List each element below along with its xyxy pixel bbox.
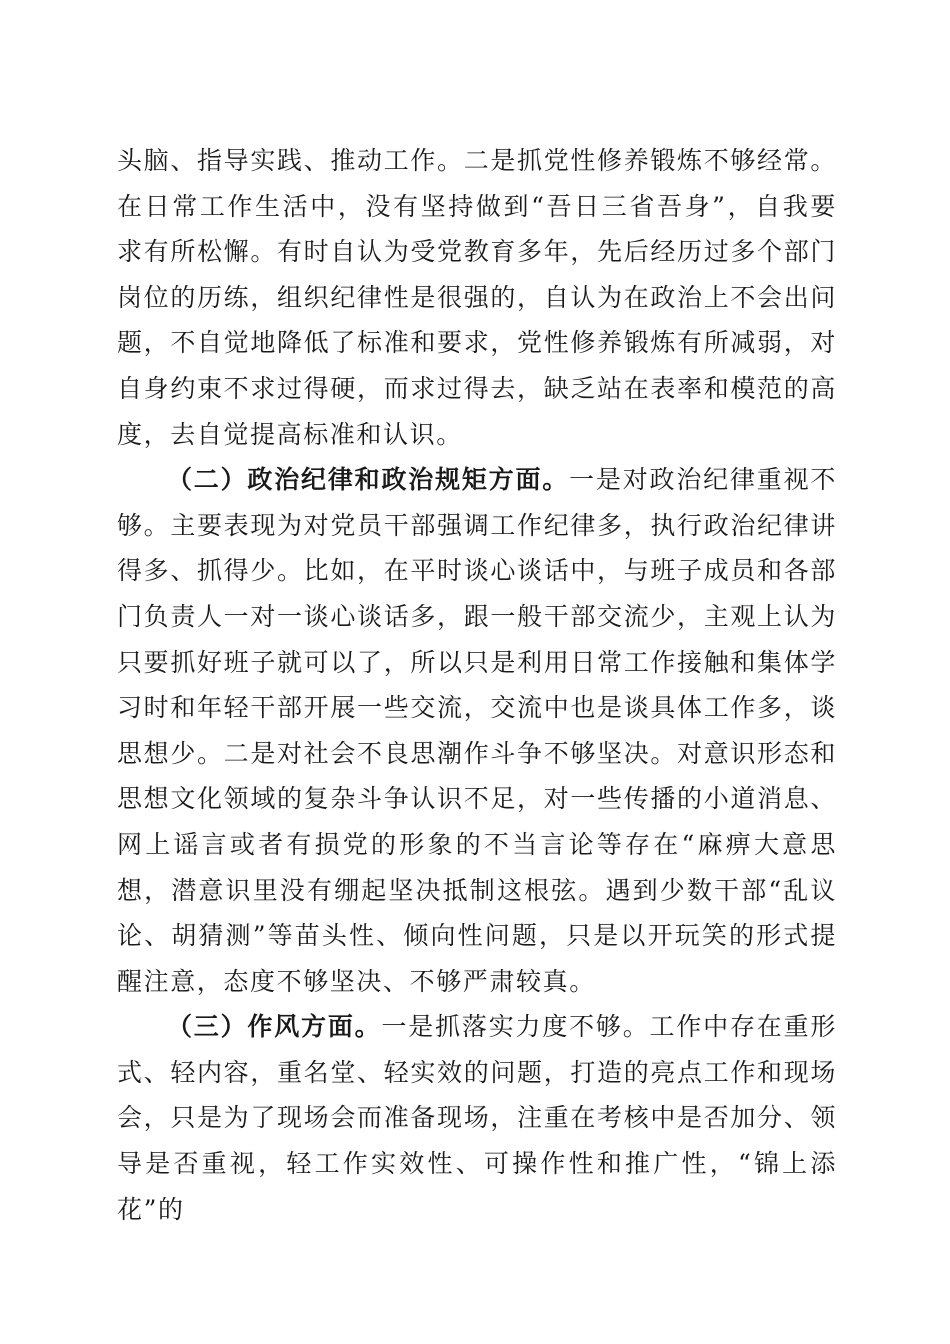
section-heading-2: （二）政治纪律和政治规矩方面。 (167, 465, 570, 495)
paragraph-text: 头脑、指导实践、推动工作。二是抓党性修养锻炼不够经常。在日常工作生活中，没有坚持做到“吾日三省吾身”，自我要求有所松懈。有时自认为受党教育多年，先后经历过多个部门岗位的历练，组织纪律性是很强的，自认为在政治上不会出问题，不自觉地降低了标准和要求，党性修养锻炼有所减弱，对自身约束不求过得硬，而求过得去，缺乏站在表率和模范的高度，去自觉提高标准和认识。 (117, 146, 837, 449)
document-body (117, 138, 837, 1232)
paragraph-continuation (117, 138, 837, 457)
paragraph-text: 一是对政治纪律重视不够。主要表现为对党员干部强调工作纪律多，执行政治纪律讲得多、抓得少。比如，在平时谈心谈话中，与班子成员和各部门负责人一对一谈心谈话多，跟一般干部交流少，主观上认为只要抓好班子就可以了，所以只是利用日常工作接触和集体学习时和年轻干部开展一些交流，交流中也是谈具体工作多，谈思想少。二是对社会不良思潮作斗争不够坚决。对意识形态和思想文化领域的复杂斗争认识不足，对一些传播的小道消息、网上谣言或者有损党的形象的不当言论等存在“麻痹大意思想，潜意识里没有绷起坚决抵制这根弦。遇到少数干部“乱议论、胡猜测”等苗头性、倾向性问题，只是以开玩笑的形式提醒注意，态度不够坚决、不够严肃较真。 (117, 465, 837, 996)
section-heading-3: （三）作风方面。 (167, 1012, 382, 1042)
paragraph-work-style (117, 1004, 837, 1232)
paragraph-text: 一是抓落实力度不够。工作中存在重形式、轻内容，重名堂、轻实效的问题，打造的亮点工作和现场会，只是为了现场会而准备现场，注重在考核中是否加分、领导是否重视，轻工作实效性、可操作性和推广性，“锦上添花”的 (117, 1012, 837, 1224)
paragraph-political-discipline (117, 457, 837, 1004)
